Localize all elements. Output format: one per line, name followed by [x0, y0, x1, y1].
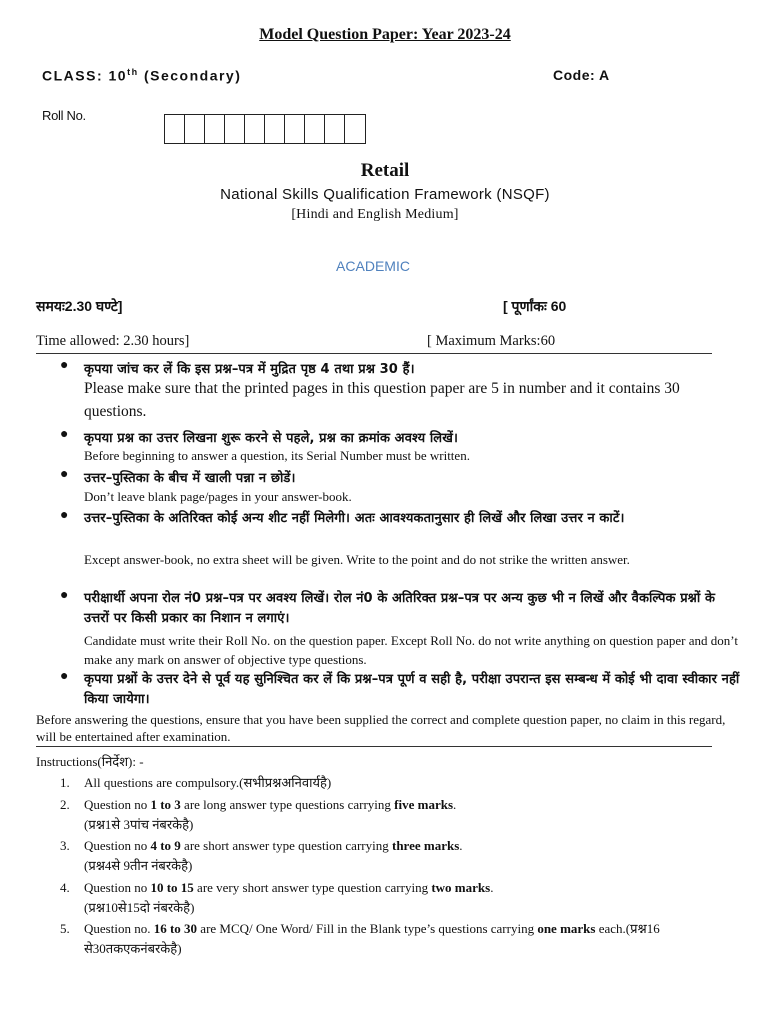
bullet-icon: ●: [60, 358, 69, 373]
class-label: CLASS: 10th (Secondary): [42, 67, 242, 84]
note-english: Before beginning to answer a question, its Serial Number must be written.: [84, 448, 470, 463]
instruction-item: Question no 4 to 9 are short answer type question carrying three marks. (प्रश्न4से 9तीन नंबरकेहै): [84, 838, 463, 873]
bullet-icon: ●: [60, 588, 69, 603]
instruction-number: 4.: [60, 880, 70, 895]
roll-number-boxes[interactable]: [164, 114, 366, 144]
note-hindi: उत्तर–पुस्तिका के अतिरिक्त कोई अन्य शीट नहीं मिलेगी। अतः आवश्यकतानुसार ही लिखें और लिखा उत्तर न काटें।: [84, 511, 625, 526]
divider: [36, 746, 712, 747]
subject-name: Retail: [360, 160, 410, 181]
instruction-item: Question no 10 to 15 are very short answer type question carrying two marks. (प्रश्न10से15दो नंबरकेहै): [84, 880, 494, 915]
roll-number-box[interactable]: [285, 115, 305, 143]
paper-code: Code: A: [553, 67, 610, 83]
roll-number-box[interactable]: [245, 115, 265, 143]
note-hindi: कृपया प्रश्नों के उत्तर देने से पूर्व यह सुनिश्चित कर लें कि प्रश्न–पत्र पूर्ण व सही है, परीक्षा उपरान्त इस सम्बन्ध में कोई भी दावा स्वीकार नहीं किया जायेगा।: [84, 672, 740, 707]
instruction-item: Question no 1 to 3 are long answer type questions carrying five marks. (प्रश्न1से 3पांच नंबरकेहै): [84, 797, 457, 832]
framework-name: National Skills Qualification Framework (NSQF): [220, 186, 550, 203]
note-hindi: उत्तर–पुस्तिका के बीच में खाली पन्ना न छोडें।: [84, 471, 296, 486]
time-allowed-hindi: समयः2.30 घण्टे]: [36, 298, 123, 314]
note-english: Except answer-book, no extra sheet will be given. Write to the point and do not strike the written answer.: [84, 552, 630, 567]
instruction-number: 2.: [60, 797, 70, 812]
before-answering-note: Before answering the questions, ensure that you have been supplied the correct and complete question paper, no claim in this regard, will be entertained after examination.: [36, 712, 726, 744]
paper-title: Model Question Paper: Year 2023-24: [259, 26, 511, 43]
instruction-number: 3.: [60, 838, 70, 853]
roll-number-box[interactable]: [185, 115, 205, 143]
instruction-number: 5.: [60, 921, 70, 936]
max-marks: [ Maximum Marks:60: [427, 333, 556, 349]
note-english: Don’t leave blank page/pages in your answer-book.: [84, 489, 352, 504]
note-hindi: कृपया जांच कर लें कि इस प्रश्न–पत्र में मुद्रित पृष्ठ 4 तथा प्रश्न 30 हैं।: [84, 362, 415, 377]
roll-number-box[interactable]: [345, 115, 365, 143]
roll-number-box[interactable]: [305, 115, 325, 143]
bullet-icon: ●: [60, 508, 69, 523]
medium-label: [Hindi and English Medium]: [291, 207, 459, 222]
roll-number-box[interactable]: [205, 115, 225, 143]
instruction-item: All questions are compulsory.(सभीप्रश्नअनिवार्यहै): [84, 775, 332, 790]
roll-number-label: Roll No.: [42, 108, 86, 123]
roll-number-box[interactable]: [325, 115, 345, 143]
divider: [36, 353, 712, 354]
roll-number-box[interactable]: [165, 115, 185, 143]
instructions-title: Instructions(निर्देश): -: [36, 754, 144, 769]
roll-number-box[interactable]: [225, 115, 245, 143]
bullet-icon: ●: [60, 669, 69, 684]
bullet-icon: ●: [60, 467, 69, 482]
academic-label: ACADEMIC: [336, 258, 410, 274]
roll-number-box[interactable]: [265, 115, 285, 143]
time-allowed: Time allowed: 2.30 hours]: [36, 333, 190, 349]
instruction-number: 1.: [60, 775, 70, 790]
note-english: Please make sure that the printed pages in this question paper are 5 in number and it contains 30 questions.: [84, 380, 680, 420]
instruction-item: Question no. 16 to 30 are MCQ/ One Word/ Fill in the Blank type’s questions carrying one marks each.(प्रश्न16 से30तकएकनंबरकेहै): [84, 921, 660, 956]
note-hindi: परीक्षार्थी अपना रोल नं0 प्रश्न–पत्र पर अवश्य लिखें। रोल नं0 के अतिरिक्त प्रश्न–पत्र पर अन्य कुछ भी न लिखें और वैकल्पिक प्रश्नों के उत्तरों पर किसी प्रकार का निशान न लगाएं।: [84, 591, 716, 626]
bullet-icon: ●: [60, 427, 69, 442]
max-marks-hindi: [ पूर्णांकः 60: [503, 298, 567, 314]
note-english: Candidate must write their Roll No. on the question paper. Except Roll No. do not write anything on question paper and don’t make any mark on answer of objective type questions.: [84, 633, 738, 667]
note-hindi: कृपया प्रश्न का उत्तर लिखना शुरू करने से पहले, प्रश्न का क्रमांक अवश्य लिखें।: [84, 431, 458, 446]
